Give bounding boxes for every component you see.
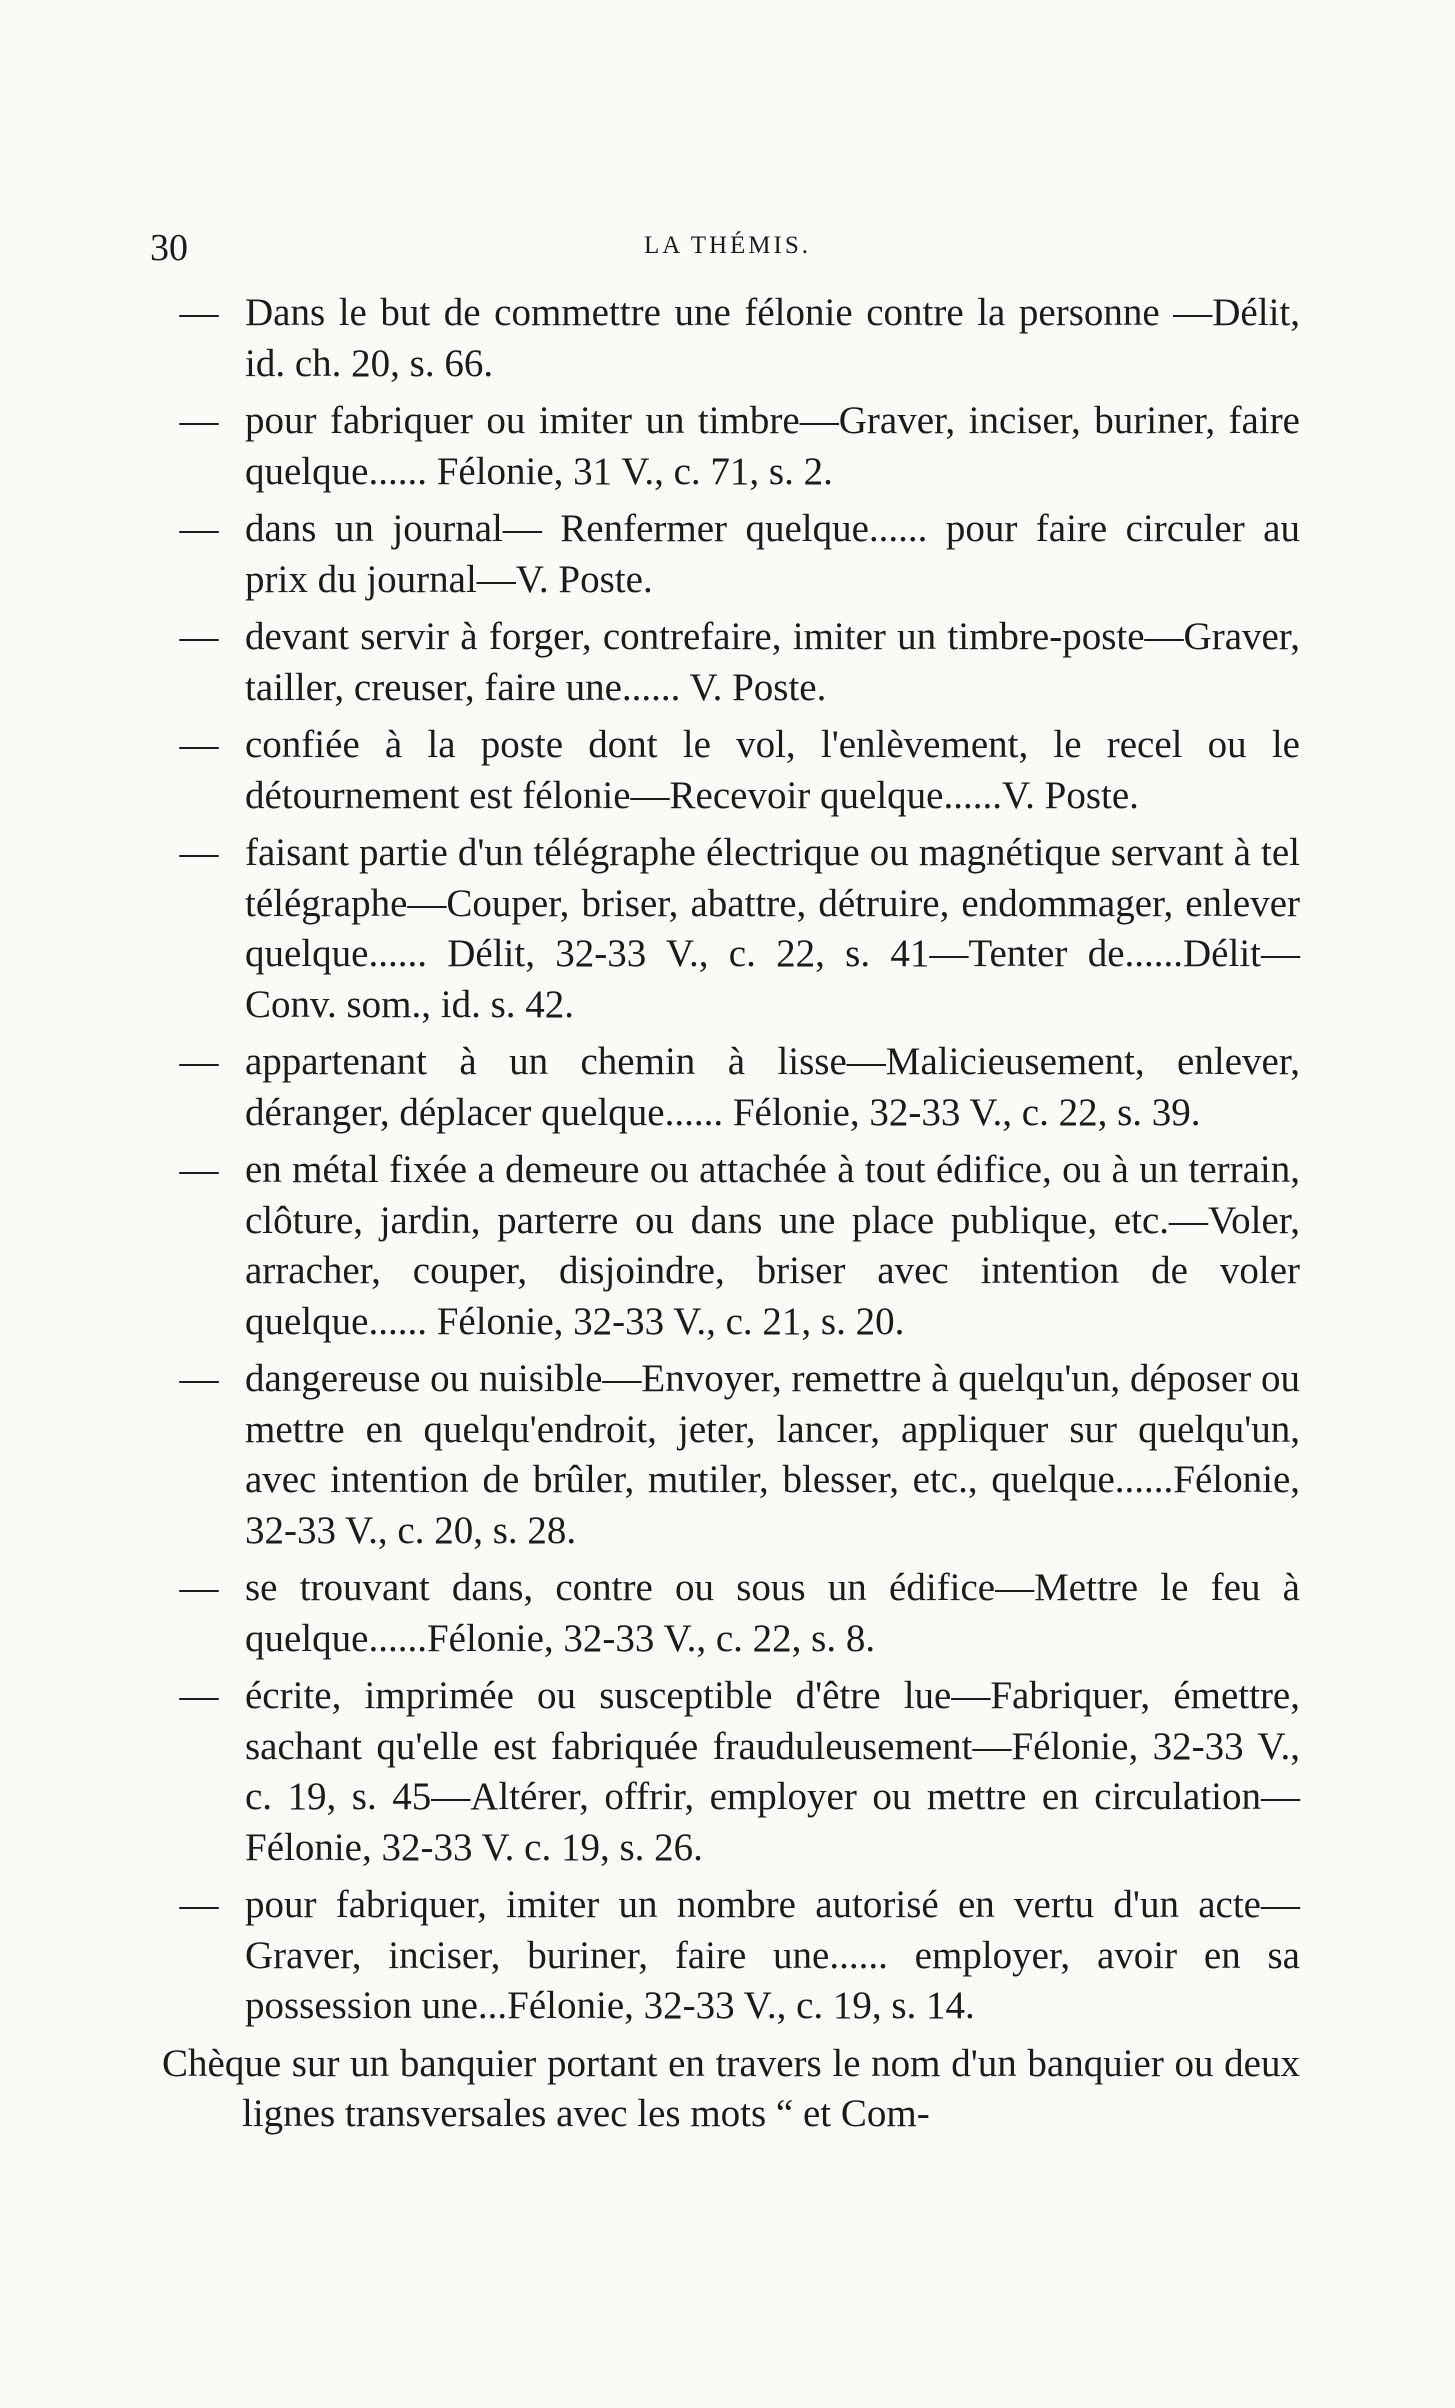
index-heading-entry [162, 2039, 1300, 2140]
index-entry [170, 612, 1300, 713]
entry-dash: — [179, 1566, 219, 1609]
entry-text: devant servir à forger, contrefaire, imiter un timbre-poste—Graver, tailler, creuser, faire une...... V. Poste. [245, 615, 1300, 709]
entry-text: Dans le but de commettre une félonie contre la personne —Délit, id. ch. 20, s. 66. [245, 291, 1300, 385]
entry-text: se trouvant dans, contre ou sous un édifice—Mettre le feu à quelque......Félonie, 32-33 V., c. 22, s. 8. [245, 1566, 1300, 1660]
index-entry [170, 1145, 1300, 1347]
entry-text: pour fabriquer ou imiter un timbre—Graver, inciser, buriner, faire quelque...... Félonie, 31 V., c. 71, s. 2. [245, 399, 1300, 493]
index-entry [170, 720, 1300, 821]
page-number: 30 [150, 227, 188, 269]
entry-dash: — [179, 1357, 219, 1400]
index-entries [162, 288, 1300, 2140]
index-entry [170, 1354, 1300, 1556]
entry-text: pour fabriquer, imiter un nombre autorisé en vertu d'un acte—Graver, inciser, buriner, faire une...... employer, avoir en sa possession une...Félonie, 32-33 V., c. 19, s. 14. [245, 1883, 1300, 2027]
entry-text: écrite, imprimée ou susceptible d'être lue—Fabriquer, émettre, sachant qu'elle est fabriquée frauduleusement—Félonie, 32-33 V., c. 19, s. 45—Altérer, offrir, employer ou mettre en circulation—Félonie, 32-33 V. c. 19, s. 26. [245, 1674, 1300, 1869]
entry-text: confiée à la poste dont le vol, l'enlèvement, le recel ou le détournement est félonie—Recevoir quelque......V. Poste. [245, 723, 1300, 817]
index-entry [170, 1037, 1300, 1138]
entry-dash: — [179, 723, 219, 766]
entry-dash: — [179, 1674, 219, 1717]
entry-dash: — [179, 291, 219, 334]
entry-text: dangereuse ou nuisible—Envoyer, remettre à quelqu'un, déposer ou mettre en quelqu'endroit, jeter, lancer, appliquer sur quelqu'un, avec intention de brûler, mutiler, blesser, etc., quelque......Félonie, 32-33 V., c. 20, s. 28. [245, 1357, 1300, 1552]
entry-text: appartenant à un chemin à lisse—Malicieusement, enlever, déranger, déplacer quelque...... Félonie, 32-33 V., c. 22, s. 39. [245, 1040, 1300, 1134]
entry-dash: — [179, 1148, 219, 1191]
index-entry [170, 504, 1300, 605]
entry-dash: — [179, 831, 219, 874]
running-title: LA THÉMIS. [643, 232, 812, 259]
entry-text: faisant partie d'un télégraphe électrique ou magnétique servant à tel télégraphe—Couper, briser, abattre, détruire, endommager, enlever quelque...... Délit, 32-33 V., c. 22, s. 41—Tenter de......Délit—Conv. som., id. s. 42. [245, 831, 1300, 1026]
index-entry [170, 1671, 1300, 1873]
entry-dash: — [179, 615, 219, 658]
entry-dash: — [179, 1040, 219, 1083]
entry-text: en métal fixée a demeure ou attachée à tout édifice, ou à un terrain, clôture, jardin, parterre ou dans une place publique, etc.—Voler, arracher, couper, disjoindre, briser avec intention de voler quelque...... Félonie, 32-33 V., c. 21, s. 20. [245, 1148, 1300, 1343]
index-entry [170, 828, 1300, 1030]
index-entry [170, 1880, 1300, 2032]
entry-dash: — [179, 399, 219, 442]
index-entry [170, 396, 1300, 497]
heading-entry-text: Chèque sur un banquier portant en travers le nom d'un banquier ou deux lignes transversales avec les mots “ et Com- [162, 2041, 1300, 2135]
entry-text: dans un journal— Renfermer quelque...... pour faire circuler au prix du journal—V. Poste. [245, 507, 1300, 601]
index-entry [170, 1563, 1300, 1664]
index-entry [170, 288, 1300, 389]
entry-dash: — [179, 507, 219, 550]
entry-dash: — [179, 1883, 219, 1926]
